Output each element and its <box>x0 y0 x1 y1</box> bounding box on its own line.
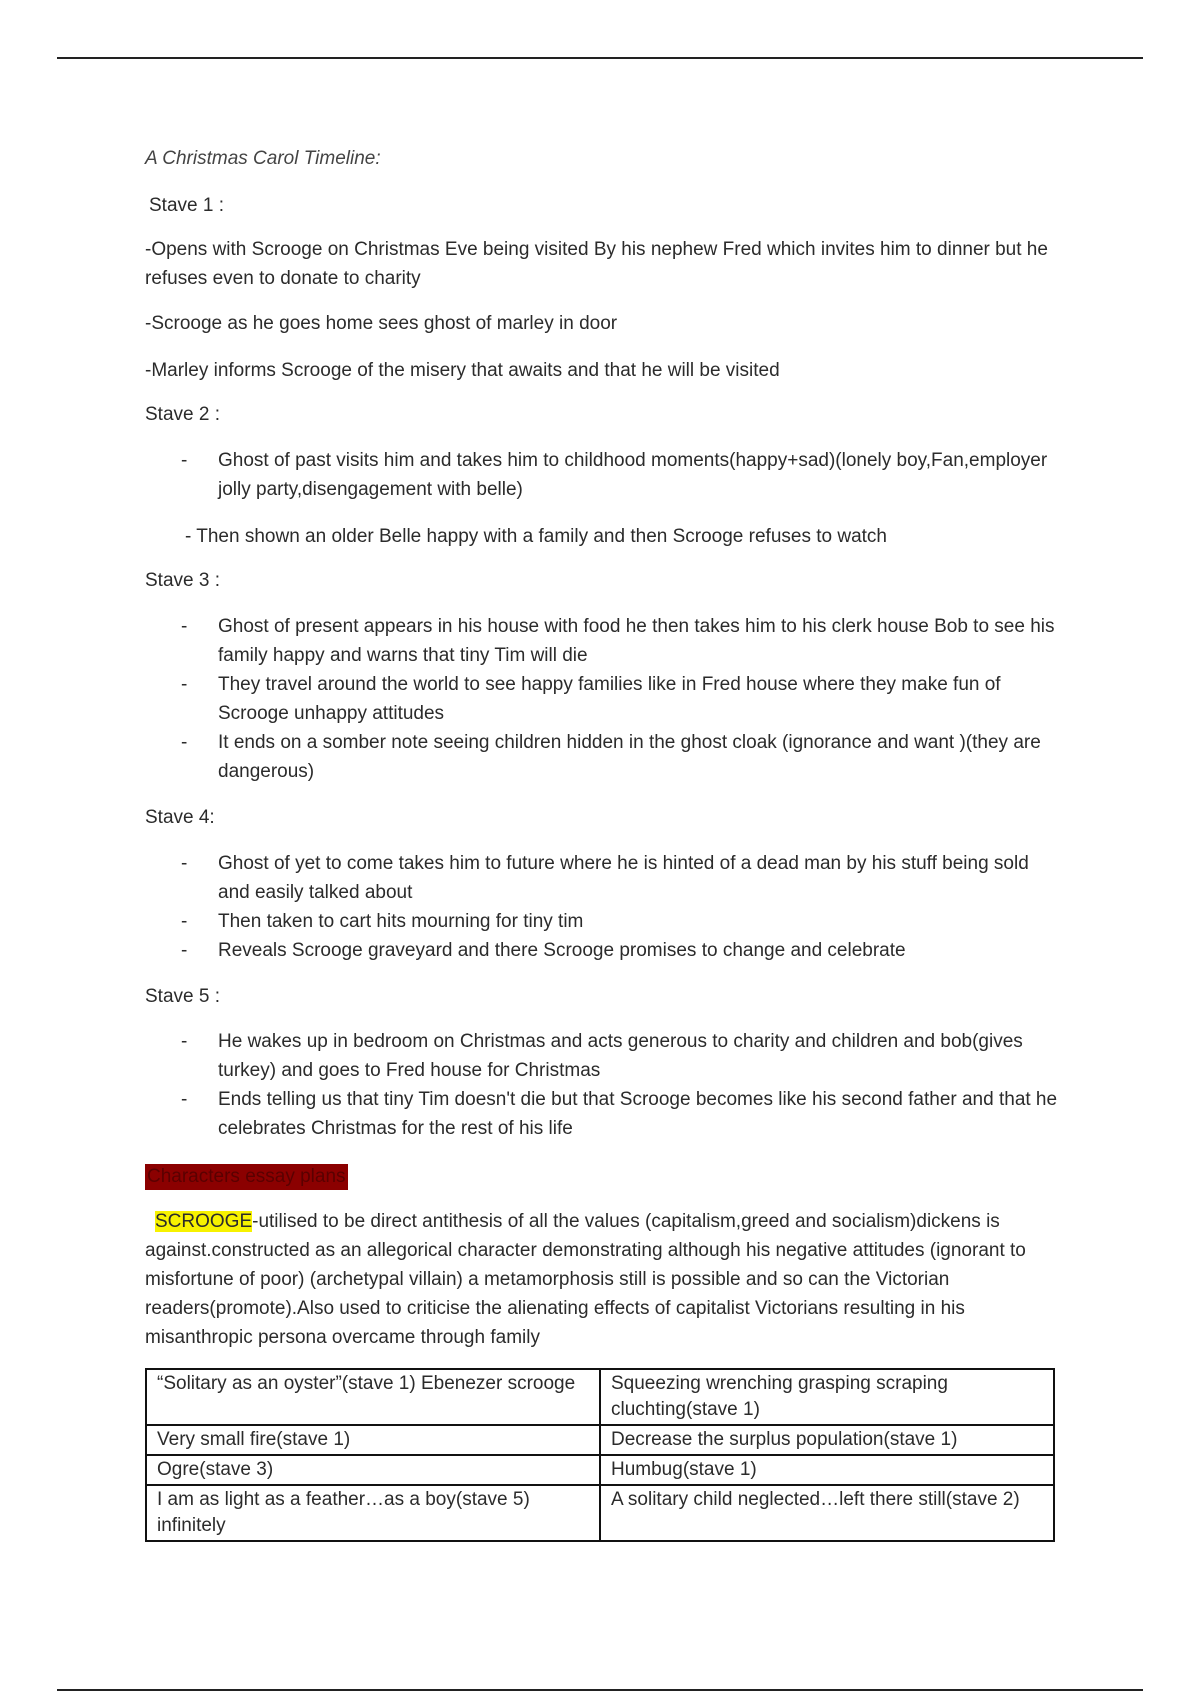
stave-1-paragraph: -Opens with Scrooge on Christmas Eve being visited By his nephew Fred which invites him to dinner but he refuses even to donate to charity <box>145 239 1048 289</box>
stave-5-heading: Stave 5 : <box>145 986 220 1007</box>
document-title: A Christmas Carol Timeline: <box>145 148 381 169</box>
quote-cell: Ogre(stave 3) <box>146 1455 600 1485</box>
bottom-rule <box>57 1689 1143 1691</box>
quote-cell: “Solitary as an oyster”(stave 1) Ebenezer scrooge <box>146 1369 600 1425</box>
stave-3-list <box>145 612 1065 786</box>
list-item: - It ends on a somber note seeing children hidden in the ghost cloak (ignorance and want )(they are dangerous) <box>145 728 1065 786</box>
scrooge-description: -utilised to be direct antithesis of all the values (capitalism,greed and socialism)dickens is against.constructed as an allegorical character demonstrating although his negative attitudes (ignorant to misfortune of poor) (archetypal villain) a metamorphosis still is possible and so can the Victorian readers(promote).Also used to criticise the alienating effects of capitalist Victorians resulting in his misanthropic persona overcame through family <box>145 1211 1026 1348</box>
stave-1-paragraph: -Marley informs Scrooge of the misery that awaits and that he will be visited <box>145 360 780 381</box>
characters-heading: Characters essay plans <box>145 1164 348 1190</box>
stave-2-list <box>145 446 1065 504</box>
stave-1-heading: Stave 1 : <box>149 195 224 216</box>
table-row <box>146 1369 1054 1425</box>
table-row <box>146 1455 1054 1485</box>
stave-1-paragraph: -Scrooge as he goes home sees ghost of marley in door <box>145 313 618 334</box>
list-item: - Ghost of past visits him and takes him to childhood moments(happy+sad)(lonely boy,Fan,employer jolly party,disengagement with belle) <box>145 446 1065 504</box>
stave-4-list <box>145 849 1065 965</box>
list-item: - Ghost of yet to come takes him to future where he is hinted of a dead man by his stuff being sold and easily talked about <box>145 849 1065 907</box>
table-row <box>146 1425 1054 1455</box>
quote-cell: Decrease the surplus population(stave 1) <box>600 1425 1054 1455</box>
quote-cell: Squeezing wrenching grasping scraping cluchting(stave 1) <box>600 1369 1054 1425</box>
scrooge-name: SCROOGE <box>155 1211 253 1232</box>
quote-cell: I am as light as a feather…as a boy(stave 5) infinitely <box>146 1485 600 1541</box>
top-rule <box>57 57 1143 59</box>
stave-2-heading: Stave 2 : <box>145 404 220 425</box>
list-item: - They travel around the world to see happy families like in Fred house where they make fun of Scrooge unhappy attitudes <box>145 670 1065 728</box>
list-item: - Reveals Scrooge graveyard and there Scrooge promises to change and celebrate <box>145 936 1065 965</box>
list-item: - He wakes up in bedroom on Christmas and acts generous to charity and children and bob(gives turkey) and goes to Fred house for Christmas <box>145 1027 1065 1085</box>
stave-2-extra: - Then shown an older Belle happy with a family and then Scrooge refuses to watch <box>185 526 887 547</box>
list-item: - Then taken to cart hits mourning for tiny tim <box>145 907 1065 936</box>
list-item: - Ends telling us that tiny Tim doesn't die but that Scrooge becomes like his second father and that he celebrates Christmas for the rest of his life <box>145 1085 1065 1143</box>
stave-4-heading: Stave 4: <box>145 807 215 828</box>
table-row <box>146 1485 1054 1541</box>
quote-cell: A solitary child neglected…left there still(stave 2) <box>600 1485 1054 1541</box>
stave-3-heading: Stave 3 : <box>145 570 220 591</box>
quotes-table <box>145 1368 1055 1542</box>
quote-cell: Humbug(stave 1) <box>600 1455 1054 1485</box>
characters-heading-block <box>145 1162 348 1191</box>
stave-5-list <box>145 1027 1065 1143</box>
list-item: - Ghost of present appears in his house with food he then takes him to his clerk house Bob to see his family happy and warns that tiny Tim will die <box>145 612 1065 670</box>
quote-cell: Very small fire(stave 1) <box>146 1425 600 1455</box>
scrooge-paragraph <box>145 1207 1065 1352</box>
